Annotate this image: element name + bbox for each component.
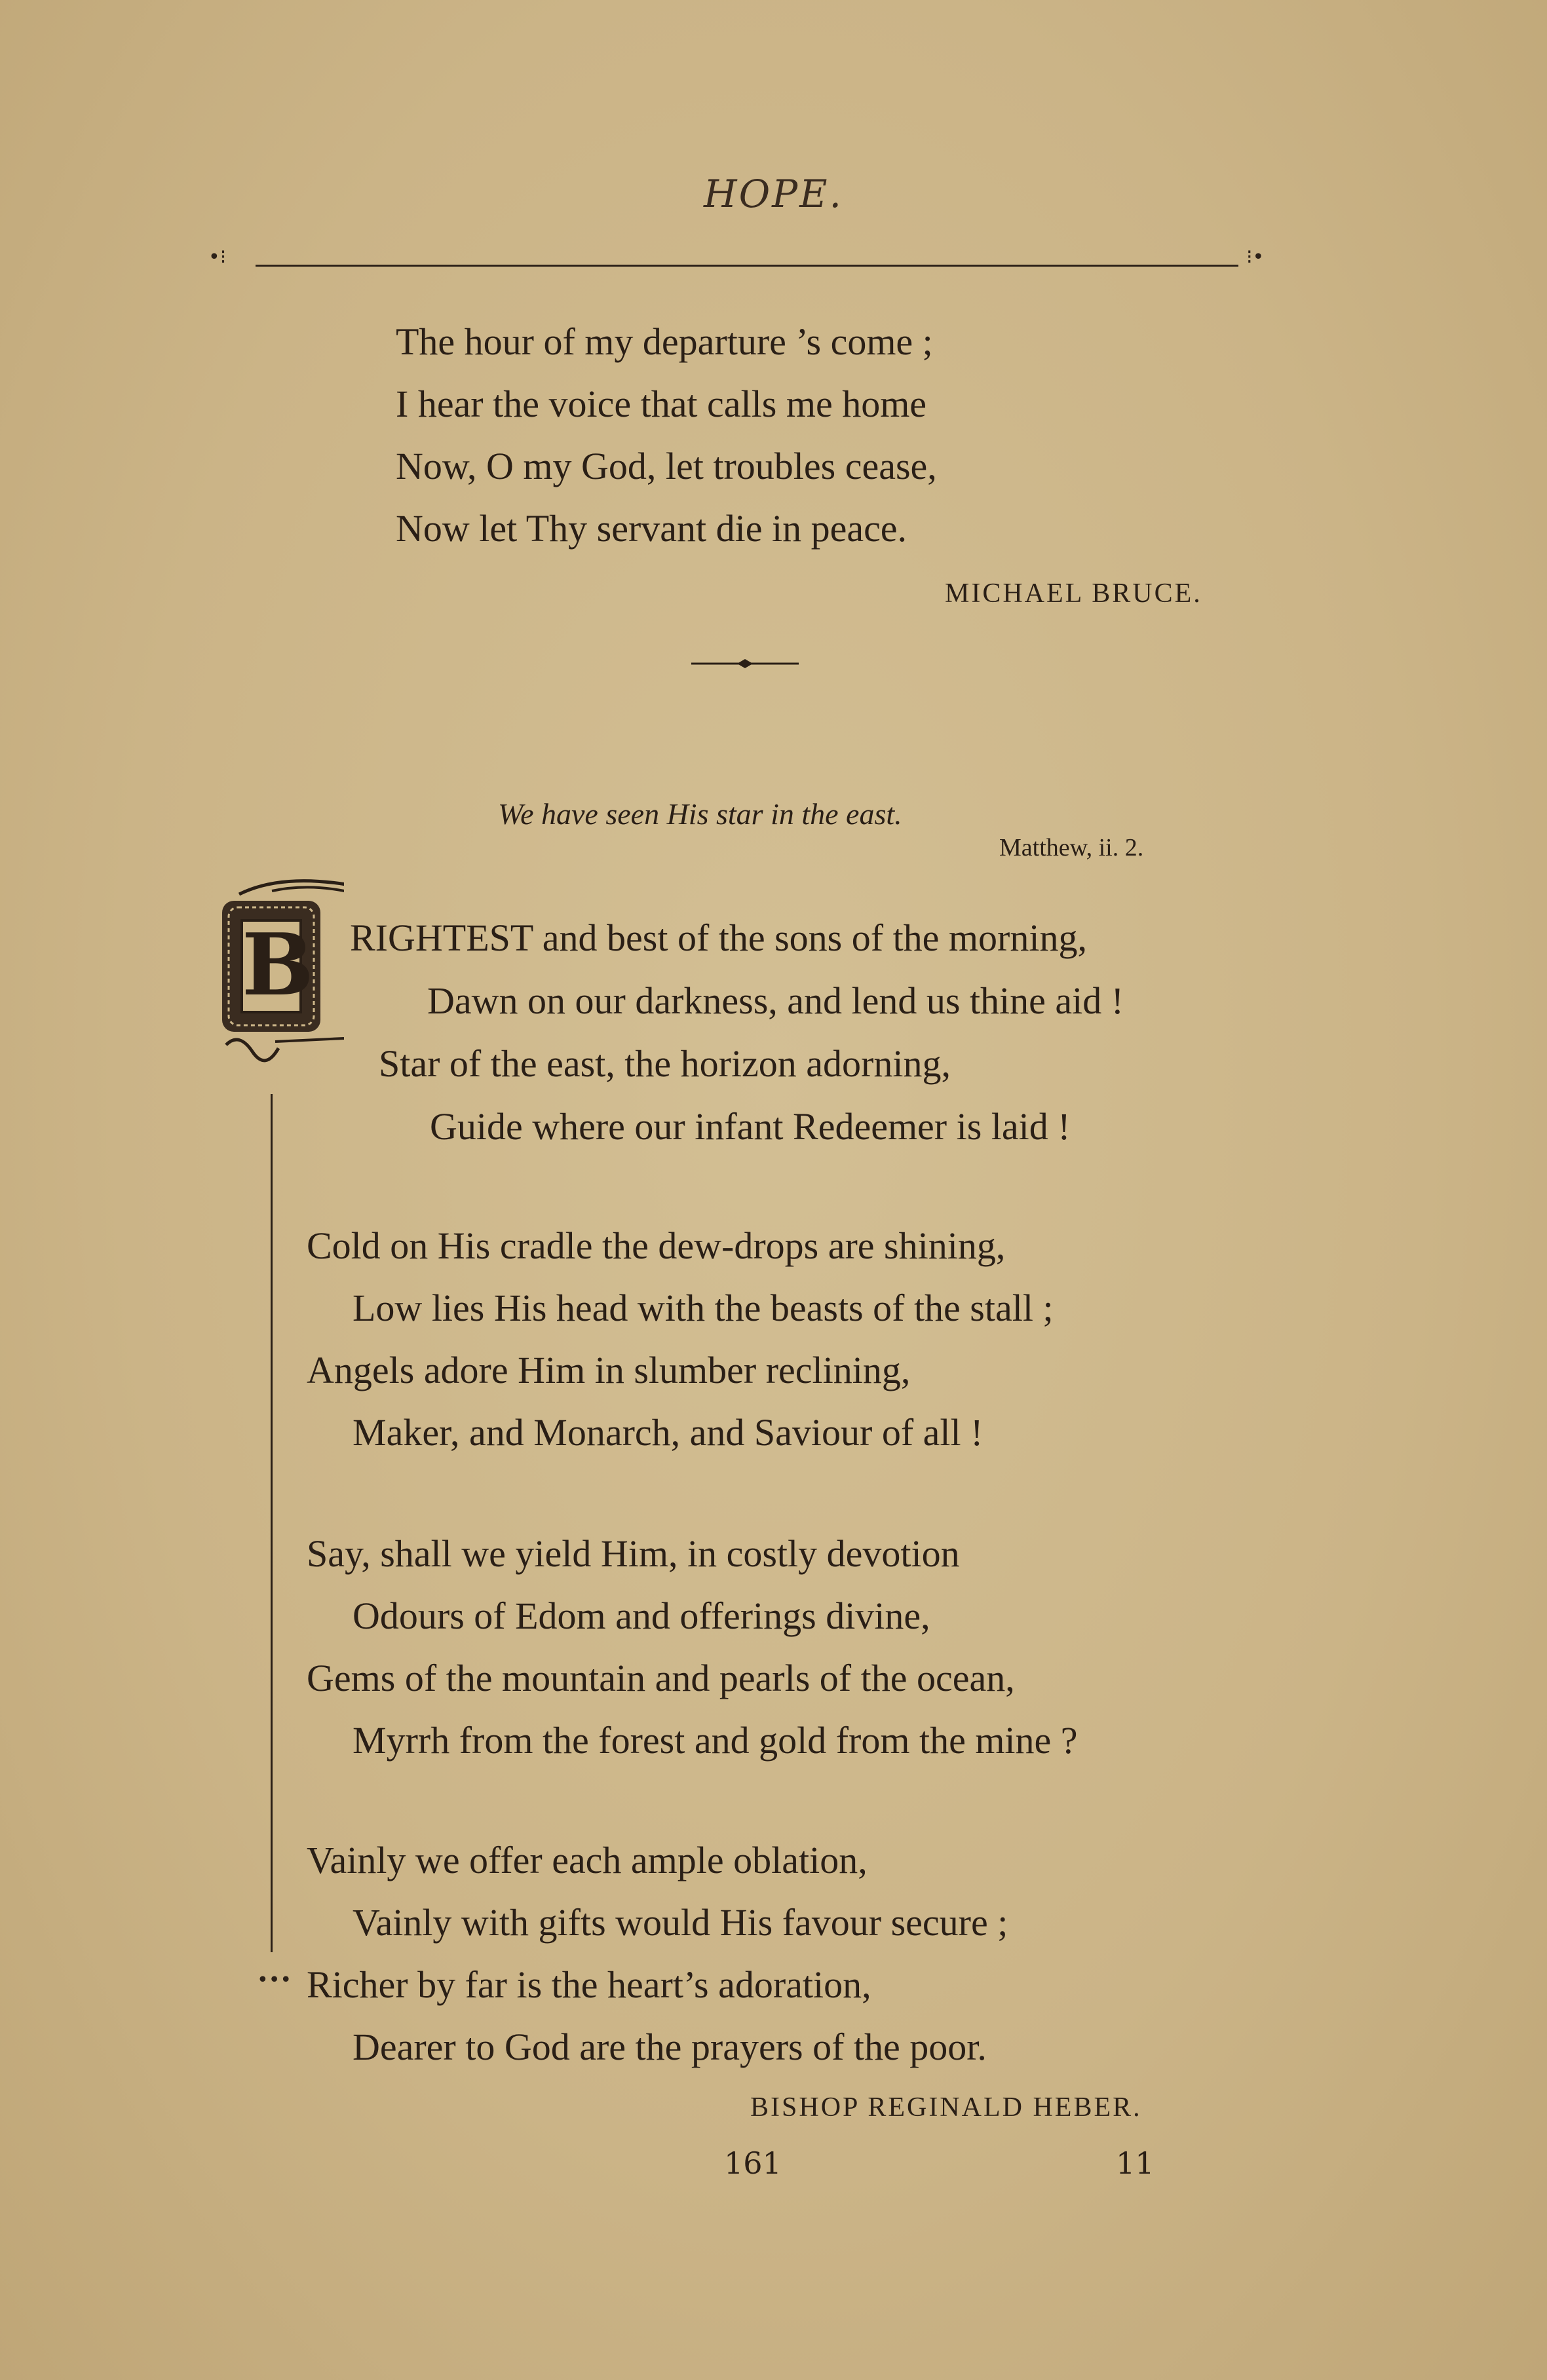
stanza4-line-3: Richer by far is the heart’s adoration, [307, 1963, 871, 2006]
stanza3-line-2: Odours of Edom and offerings divine, [353, 1595, 930, 1637]
epigraph: We have seen His star in the east. [498, 797, 902, 831]
stanza1-line-2: Dawn on our darkness, and lend us thine aid ! [427, 979, 1124, 1022]
stanza3-line-3: Gems of the mountain and pearls of the ocean, [307, 1657, 1015, 1699]
margin-rule [271, 1094, 273, 1952]
stanza4-line-4: Dearer to God are the prayers of the poor. [353, 2026, 987, 2068]
drop-cap-letter: B [242, 915, 314, 1015]
stanza2-line-4: Maker, and Monarch, and Saviour of all ! [353, 1411, 984, 1454]
poem2-author: BISHOP REGINALD HEBER. [750, 2092, 1142, 2123]
stanza1-line-1: RIGHTEST and best of the sons of the morning, [350, 916, 1087, 959]
poem1-line-2: I hear the voice that calls me home [396, 383, 927, 425]
epigraph-reference: Matthew, ii. 2. [999, 834, 1144, 861]
poem1-author: MICHAEL BRUCE. [945, 578, 1202, 609]
stanza2-line-1: Cold on His cradle the dew-drops are shining, [307, 1224, 1006, 1267]
stanza3-line-1: Say, shall we yield Him, in costly devotion [307, 1532, 960, 1575]
stanza2-line-2: Low lies His head with the beasts of the stall ; [353, 1287, 1054, 1329]
stanza2-line-3: Angels adore Him in slumber reclining, [307, 1349, 911, 1391]
section-divider-icon [691, 658, 799, 669]
signature-mark: 11 [1116, 2145, 1155, 2181]
stanza1-line-4: Guide where our infant Redeemer is laid ! [430, 1105, 1071, 1148]
ornamental-drop-cap [213, 875, 344, 1071]
page-number: 161 [724, 2145, 782, 2181]
stanza4-line-1: Vainly we offer each ample oblation, [307, 1839, 868, 1881]
rule-ornament-left-icon: •⁝ [208, 246, 227, 269]
stanza1-line-3: Star of the east, the horizon adorning, [379, 1042, 951, 1085]
poem1-line-3: Now, O my God, let troubles cease, [396, 445, 937, 487]
stanza3-line-4: Myrrh from the forest and gold from the mine ? [353, 1719, 1078, 1762]
header-rule [256, 265, 1238, 267]
page-title: HOPE. [704, 172, 843, 216]
stanza4-line-2: Vainly with gifts would His favour secure ; [353, 1901, 1008, 1944]
rule-ornament-right-icon: ⁝• [1246, 246, 1265, 269]
poem1-line-4: Now let Thy servant die in peace. [396, 507, 907, 550]
margin-ornament-icon: ••• [257, 1969, 292, 1992]
poem1-line-1: The hour of my departure ’s come ; [396, 320, 933, 363]
